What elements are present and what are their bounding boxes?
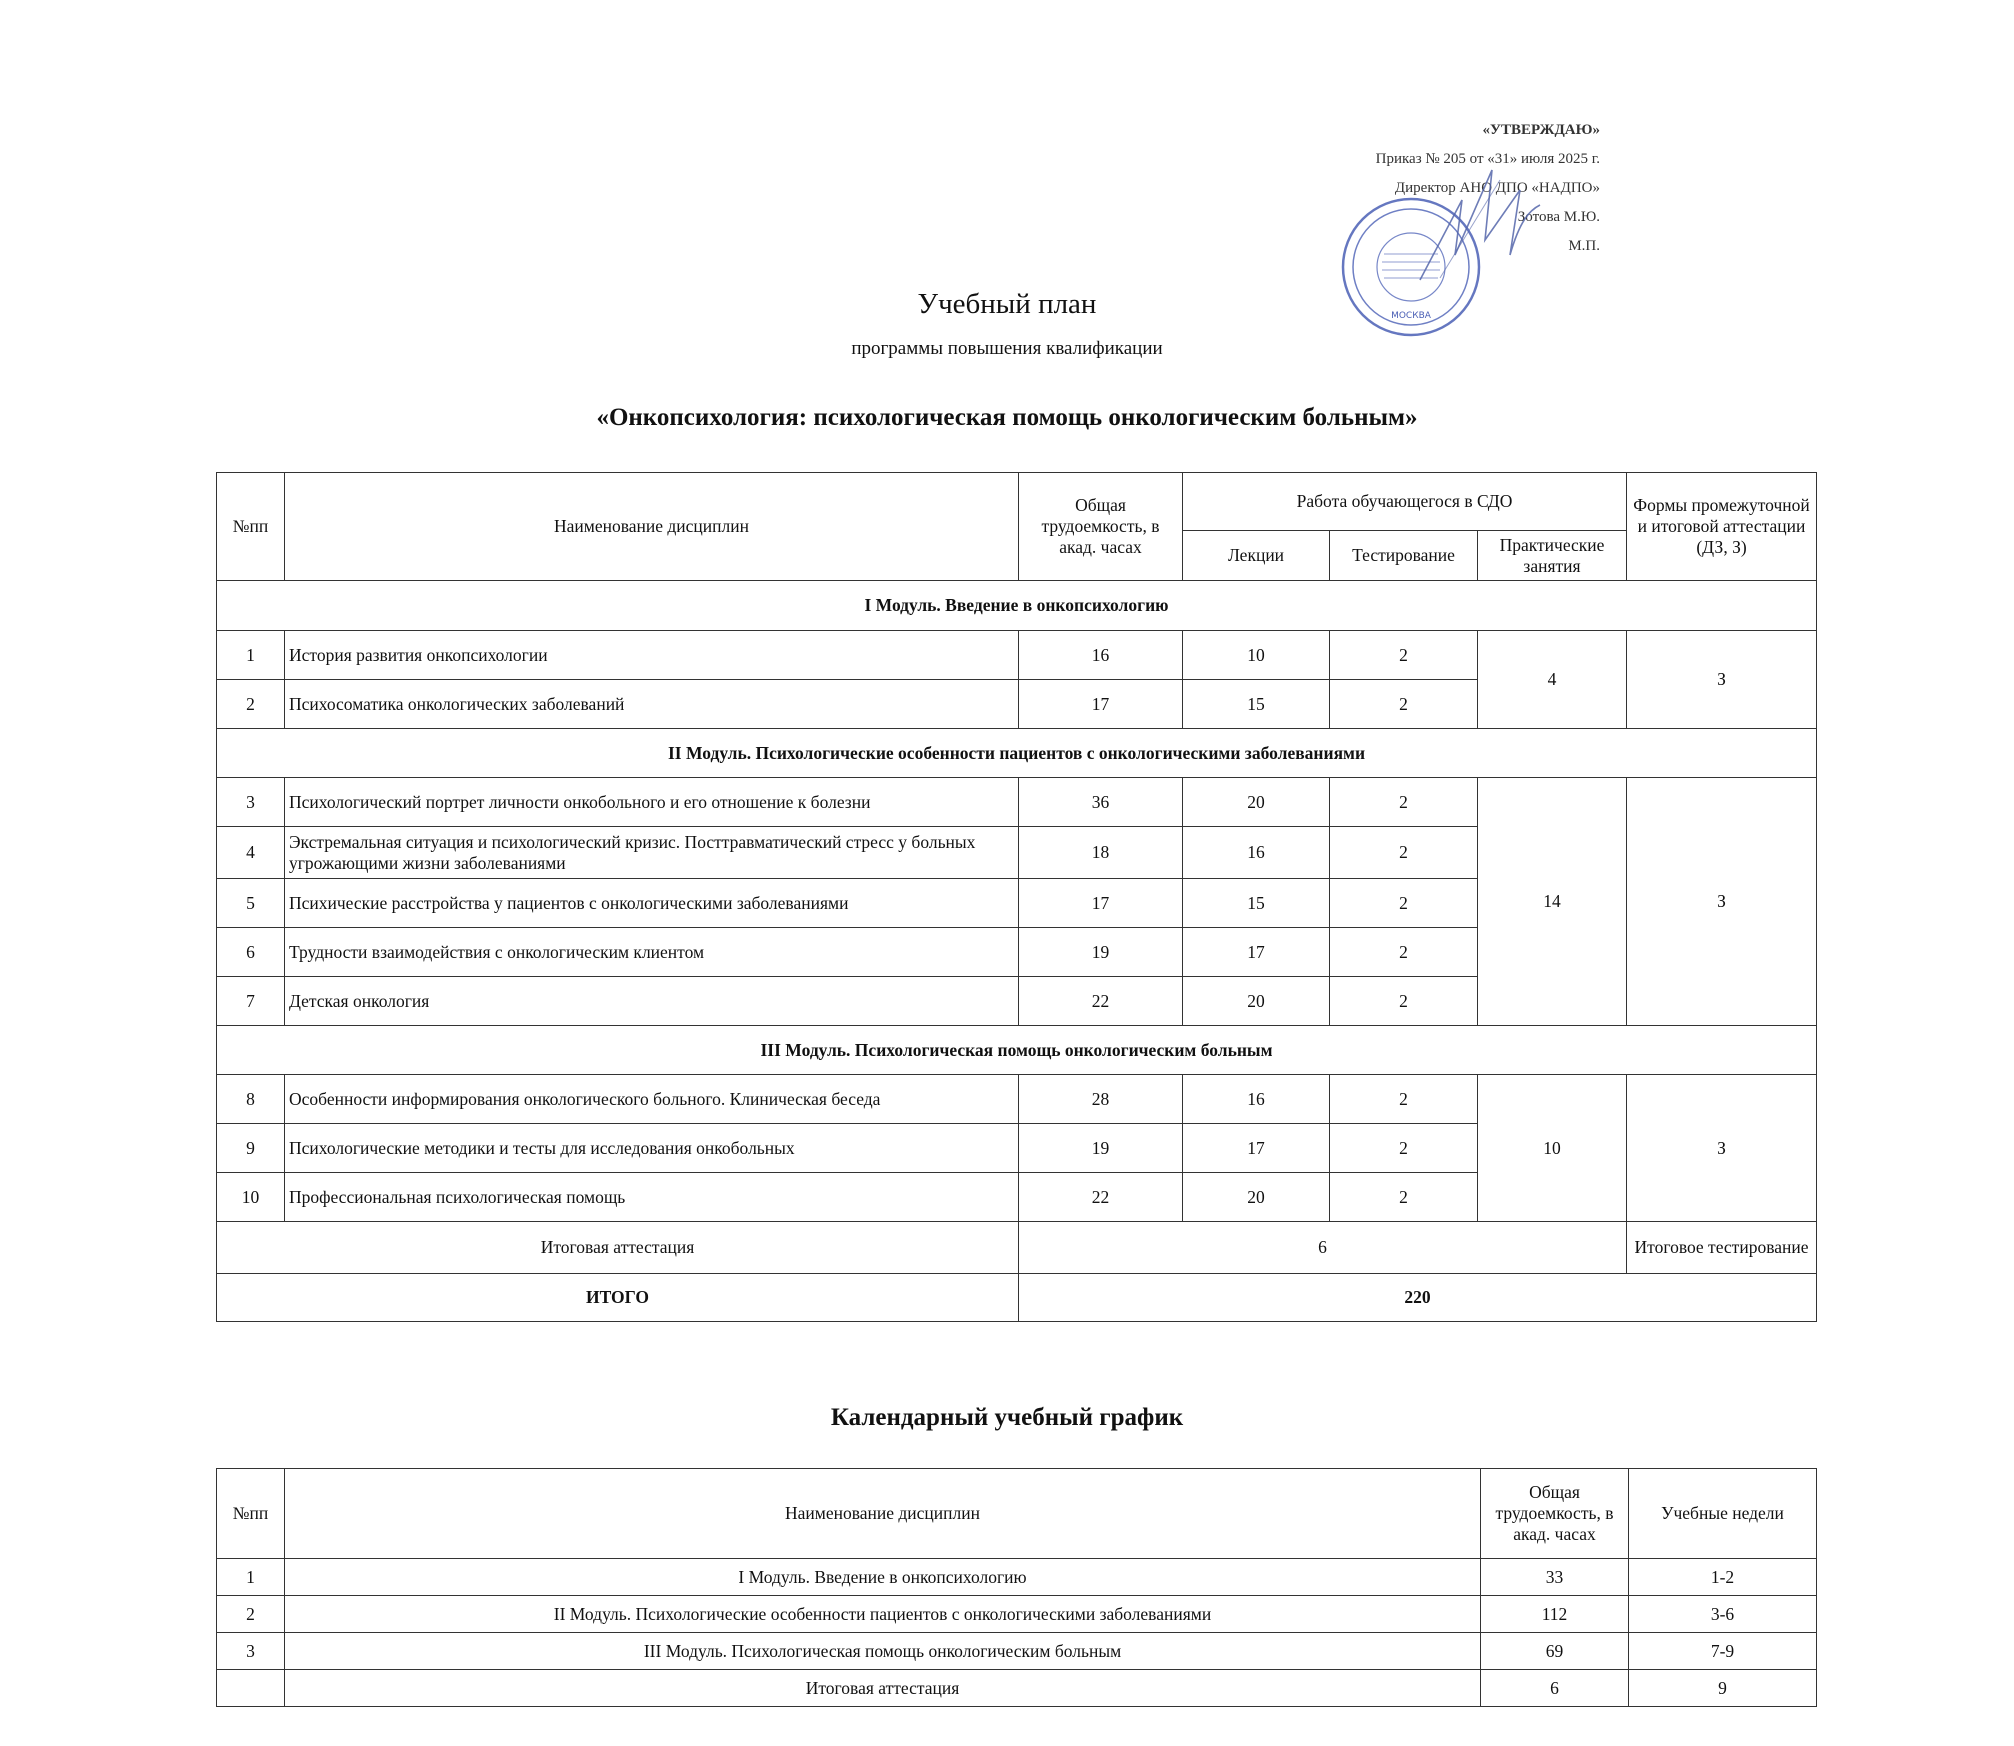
row-lectures: 17 [1183,928,1330,977]
final-label: Итоговая аттестация [217,1222,1019,1274]
cal-header-total: Общая трудоемкость, в акад. часах [1481,1469,1629,1559]
module-form: З [1627,631,1817,729]
cal-header-weeks: Учебные недели [1629,1469,1817,1559]
header-name: Наименование дисциплин [285,473,1019,581]
row-total: 17 [1019,879,1183,928]
header-practice: Практические занятия [1478,531,1627,581]
cal-row-name: II Модуль. Психологические особенности пациентов с онкологическими заболеваниями [285,1596,1481,1633]
row-testing: 2 [1330,879,1478,928]
final-form: Итоговое тестирование [1627,1222,1817,1274]
row-lectures: 17 [1183,1124,1330,1173]
cal-row-name: I Модуль. Введение в онкопсихологию [285,1559,1481,1596]
cal-row-hours: 112 [1481,1596,1629,1633]
cal-row-hours: 6 [1481,1670,1629,1707]
row-num: 1 [217,631,285,680]
cal-row-hours: 69 [1481,1633,1629,1670]
cal-row-num [217,1670,285,1707]
approval-heading: «УТВЕРЖДАЮ» [1482,122,1600,138]
table-row [217,1075,1817,1124]
program-title: «Онкопсихология: психологическая помощь онкологическим больным» [596,404,1418,431]
module-form: З [1627,778,1817,1026]
row-lectures: 15 [1183,879,1330,928]
row-total: 16 [1019,631,1183,680]
module-practice: 14 [1478,778,1627,1026]
row-name: Экстремальная ситуация и психологический кризис. Посттравматический стресс у больных угрожающими жизни заболеваниями [285,827,1019,879]
row-num: 3 [217,778,285,827]
calendar-title: Календарный учебный график [830,1404,1184,1431]
row-num: 6 [217,928,285,977]
table-row [217,1670,1817,1707]
table-row [217,778,1817,827]
cal-row-weeks: 9 [1629,1670,1817,1707]
cal-row-weeks: 1-2 [1629,1559,1817,1596]
cal-row-num: 3 [217,1633,285,1670]
row-total: 19 [1019,928,1183,977]
document-title: Учебный план [917,288,1097,320]
row-num: 9 [217,1124,285,1173]
row-num: 5 [217,879,285,928]
row-testing: 2 [1330,1075,1478,1124]
total-hours: 220 [1019,1274,1817,1322]
approval-name: Зотова М.Ю. [1517,209,1600,225]
row-name: История развития онкопсихологии [285,631,1019,680]
row-testing: 2 [1330,977,1478,1026]
table-row [217,1596,1817,1633]
row-lectures: 20 [1183,778,1330,827]
calendar-table [216,1468,1817,1707]
cal-row-num: 1 [217,1559,285,1596]
cal-row-weeks: 7-9 [1629,1633,1817,1670]
row-testing: 2 [1330,928,1478,977]
seal-text: МОСКВА [1391,311,1431,321]
cal-row-name: III Модуль. Психологическая помощь онкологическим больным [285,1633,1481,1670]
table-row [217,1559,1817,1596]
row-lectures: 10 [1183,631,1330,680]
row-total: 22 [1019,977,1183,1026]
row-total: 19 [1019,1124,1183,1173]
row-name: Особенности информирования онкологического больного. Клиническая беседа [285,1075,1019,1124]
header-num: №пп [217,473,285,581]
module-title: I Модуль. Введение в онкопсихологию [217,581,1817,631]
cal-header-name: Наименование дисциплин [285,1469,1481,1559]
module-form: З [1627,1075,1817,1222]
approval-position: Директор АНО ДПО «НАДПО» [1394,180,1600,196]
row-name: Психологический портрет личности онкобольного и его отношение к болезни [285,778,1019,827]
row-num: 2 [217,680,285,729]
row-name: Психосоматика онкологических заболеваний [285,680,1019,729]
module-title: II Модуль. Психологические особенности пациентов с онкологическими заболеваниями [217,729,1817,778]
header-testing: Тестирование [1330,531,1478,581]
document-subtitle: программы повышения квалификации [851,338,1163,359]
row-lectures: 15 [1183,680,1330,729]
header-total: Общая трудоемкость, в акад. часах [1019,473,1183,581]
row-num: 7 [217,977,285,1026]
cal-header-num: №пп [217,1469,285,1559]
row-name: Профессиональная психологическая помощь [285,1173,1019,1222]
row-name: Психические расстройства у пациентов с онкологическими заболеваниями [285,879,1019,928]
cal-row-hours: 33 [1481,1559,1629,1596]
header-forms: Формы промежуточной и итоговой аттестации (ДЗ, З) [1627,473,1817,581]
table-row [217,631,1817,680]
header-work: Работа обучающегося в СДО [1183,473,1627,531]
total-row [217,1274,1817,1322]
row-lectures: 20 [1183,1173,1330,1222]
module-practice: 4 [1478,631,1627,729]
row-total: 17 [1019,680,1183,729]
row-name: Детская онкология [285,977,1019,1026]
curriculum-table [216,472,1817,1322]
row-testing: 2 [1330,778,1478,827]
row-testing: 2 [1330,1124,1478,1173]
row-testing: 2 [1330,680,1478,729]
module-title: III Модуль. Психологическая помощь онкологическим больным [217,1026,1817,1075]
cal-row-name: Итоговая аттестация [285,1670,1481,1707]
total-label: ИТОГО [217,1274,1019,1322]
row-testing: 2 [1330,827,1478,879]
row-num: 4 [217,827,285,879]
row-total: 28 [1019,1075,1183,1124]
row-num: 10 [217,1173,285,1222]
row-name: Трудности взаимодействия с онкологическим клиентом [285,928,1019,977]
row-lectures: 16 [1183,1075,1330,1124]
cal-row-num: 2 [217,1596,285,1633]
row-total: 36 [1019,778,1183,827]
approval-stamp-place: М.П. [1568,238,1600,254]
row-lectures: 16 [1183,827,1330,879]
row-total: 22 [1019,1173,1183,1222]
header-lectures: Лекции [1183,531,1330,581]
row-total: 18 [1019,827,1183,879]
row-num: 8 [217,1075,285,1124]
row-testing: 2 [1330,1173,1478,1222]
row-lectures: 20 [1183,977,1330,1026]
row-name: Психологические методики и тесты для исследования онкобольных [285,1124,1019,1173]
approval-order: Приказ № 205 от «31» июля 2025 г. [1375,151,1600,167]
signature-icon [1400,160,1550,290]
final-hours: 6 [1019,1222,1627,1274]
table-row [217,1633,1817,1670]
cal-row-weeks: 3-6 [1629,1596,1817,1633]
final-attestation-row [217,1222,1817,1274]
row-testing: 2 [1330,631,1478,680]
module-practice: 10 [1478,1075,1627,1222]
